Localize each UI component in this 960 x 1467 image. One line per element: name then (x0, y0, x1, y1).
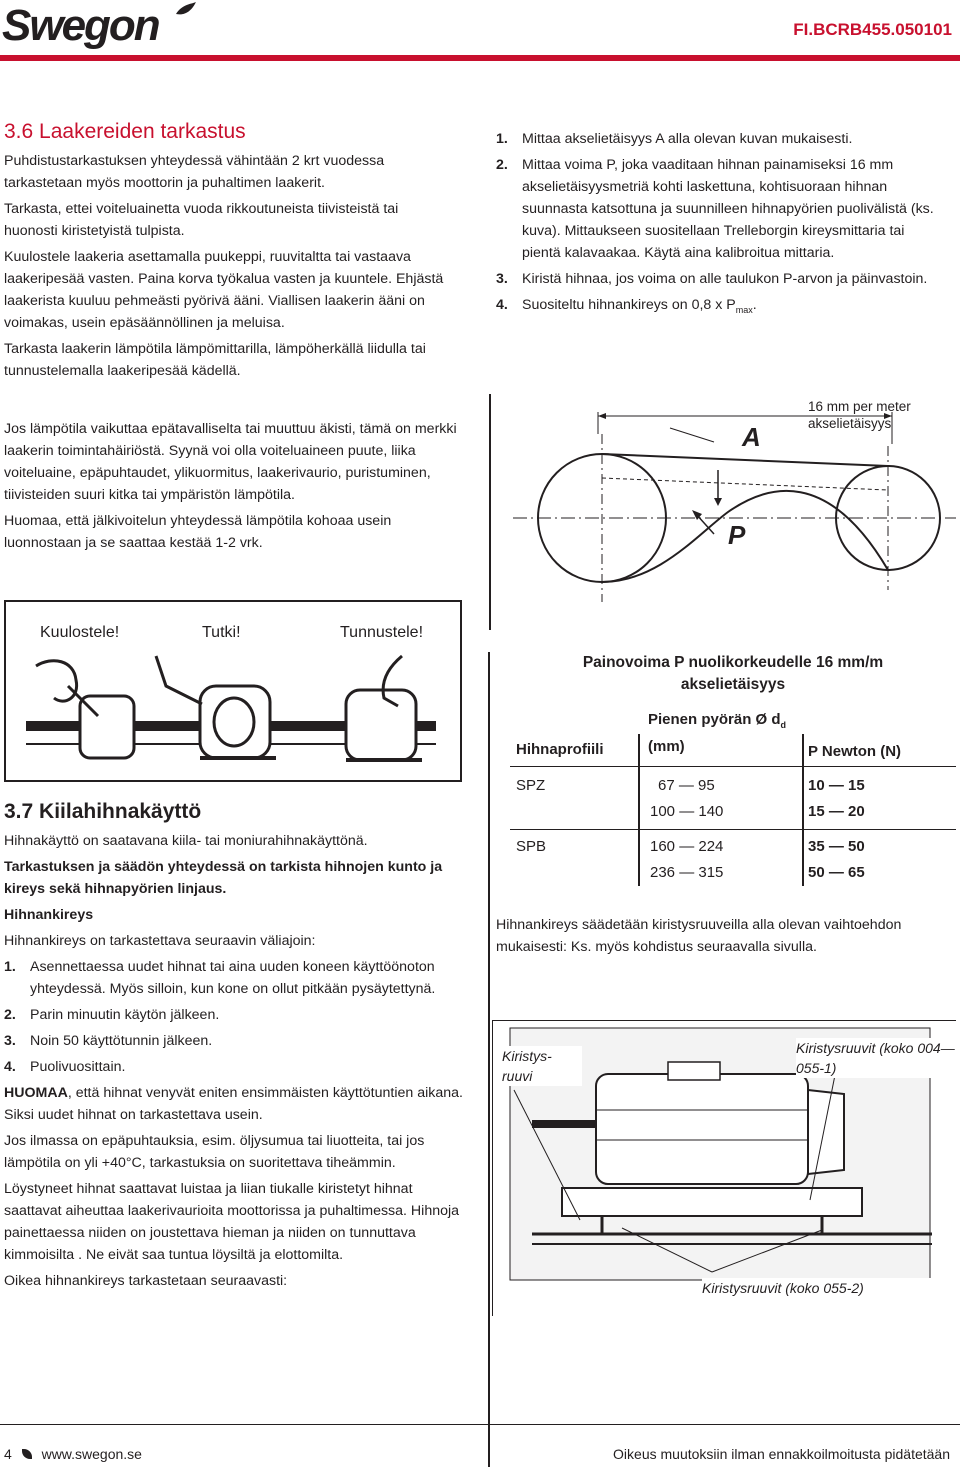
label-a: A (742, 422, 761, 452)
table-header (510, 708, 956, 767)
diagram-note: 16 mm per meter akselietäisyys (808, 399, 911, 431)
warning-text (4, 418, 464, 556)
belt-tension-diagram (488, 394, 958, 630)
list-item: 1. Asennettaessa uudet hihnat tai aina uuden koneen käyttöönoton yhteydessä. Myös silloin, kun kone on ollut pitkään pysäytettynä. (4, 959, 436, 997)
paragraph: Puhdistustarkastuksen yhteydessä vähintään 2 krt vuodessa tarkastetaan myös moottorin ja puhaltimen laakerit. (4, 153, 385, 191)
caption-feel: Tunnustele! (340, 624, 424, 641)
footer-rule (0, 1424, 960, 1425)
measure-steps (496, 128, 936, 325)
table-row: 100 — 140 15 — 20 (510, 803, 956, 830)
section-3-6-body (4, 150, 454, 384)
list-item: 2. Mittaa voima P, joka vaaditaan hihnan painamiseksi 16 mm akselietäisyysmetriä kohti laskettuna, kohtisuoraan hihnan suunnasta katsottuna ja suunnilleen hihnapyörien puolivälistä (ks. kuva). Mittaukseen suositellaan Trelleborgin kireysmittaria tai pientä kalavaakaa. Käytä aina kalibroitua mittaria. (496, 157, 934, 261)
list-item: 3. Noin 50 käyttötunnin jälkeen. (4, 1033, 213, 1049)
paragraph: Kuulostele laakeria asettamalla puukeppi, ruuvitaltta tai vastaava laakeripesää vasten. Paina korva työkalua vasten ja kuuntele. Ehjästä laakerista kuuluu pehmeästi pyörivä ääni. Viallisen laakerin ääni on voimakas, usein epäsäännöllinen ja meluisa. (4, 249, 444, 331)
section-3-7-title: 3.7 Kiilahihnakäyttö (4, 800, 202, 823)
table-header-cell: Pienen pyörän Ø $d_d$ (mm) (648, 711, 787, 755)
table-row: 236 — 315 50 — 65 (650, 864, 865, 881)
force-table (510, 652, 956, 890)
swegon-logo (0, 0, 200, 52)
table-header-cell: Hihnaprofiili (516, 741, 604, 758)
list-item: 4. Puolivuosittain. (4, 1059, 126, 1075)
document-id: FI.BCRB455.050101 (793, 20, 952, 39)
list-item: 1. Mittaa akselietäisyys A alla olevan kuvan mukaisesti. (496, 131, 853, 147)
note-paragraph: HUOMAA, että hihnat venyvät eniten ensimmäisten käyttötuntien aikana. Siksi uudet hihnat on tarkastettava usein. (4, 1085, 463, 1123)
adjust-text: Hihnankireys säädetään kiristysruuveilla alla olevan vaihtoehdon mukaisesti: Ks. myös kohdistus seuraavalla sivulla. (496, 917, 902, 955)
label-p: P (728, 520, 746, 550)
logo-text: Swegon (2, 1, 159, 50)
paragraph: Hihnankireys on tarkastettava seuraavin väliajoin: (4, 933, 316, 949)
paragraph: Tarkasta laakerin lämpötila lämpömittarilla, lämpöherkällä liidulla tai tunnustelemalla laakeripesää kädellä. (4, 341, 426, 379)
list-item: 2. Parin minuutin käytön jälkeen. (4, 1007, 220, 1023)
subheading: Hihnankireys (4, 907, 94, 923)
column-divider (488, 652, 490, 1467)
leaf-icon (22, 1449, 32, 1459)
table-title: Painovoima P nuolikorkeudelle 16 mm/m akselietäisyys (582, 654, 884, 693)
paragraph-bold: Tarkastuksen ja säädön yhteydessä on tarkista hihnojen kunto ja kireys sekä hihnapyörien linjaus. (4, 859, 443, 897)
section-3-6-title: 3.6 Laakereiden tarkastus (4, 120, 246, 143)
page-number: 4 (4, 1446, 12, 1462)
paragraph: Jos ilmassa on epäpuhtauksia, esim. öljysumua tai liuotteita, tai jos lämpötila on yli +40°C, tarkastuksia on suoritettava tiheämmin. (4, 1133, 425, 1171)
table-row: SPB 160 — 224 35 — 50 (516, 838, 865, 855)
paragraph: Tarkasta, ettei voiteluainetta vuoda rikkoutuneista tiivisteistä tai huonosti kiristetyistä tulpista. (4, 201, 399, 239)
tension-screw-diagram (492, 1020, 956, 1316)
table-header-cell: P Newton (N) (808, 743, 902, 760)
footer-disclaimer: Oikeus muutoksiin ilman ennakkoilmoitusta pidätetään (613, 1446, 950, 1462)
section-3-7-body (4, 830, 466, 1294)
caption-inspect: Tutki! (202, 624, 241, 641)
table-body (510, 777, 956, 890)
paragraph: Löystyneet hihnat saattavat luistaa ja liian tiukalle kiristetyt hihnat saattavat aiheuttaa laakerivaurioita moottorissa ja puhaltimessa. Hihnoja painettaessa niiden on joustettava hieman ja niiden on tunnuttava kimmoisilta . Ne eivät saa tuntua löysiltä ja elottomilta. (4, 1181, 460, 1263)
website-link[interactable]: www.swegon.se (41, 1446, 142, 1462)
paragraph: Jos lämpötila vaikuttaa epätavalliselta tai muuttuu äkisti, tämä on merkki laakerin toimintahäiriöstä. Syynä voi olla voiteluaineen puute, liika voiteluaine, epäpuhtaudet, ylikuormitus, laakerivaurio, puristuminen, tiivisteiden suuri kitka tai ympäristön lämpötila. (4, 421, 457, 503)
interval-list (4, 956, 466, 1078)
paragraph: Hihnakäyttö on saatavana kiila- tai moniurahihnakäyttönä. (4, 833, 368, 849)
label-tension-screws-large: Kiristysruuvit (koko 055-2) (702, 1278, 942, 1298)
label-tension-screw: Kiristys-ruuvi (502, 1046, 582, 1086)
caption-listen: Kuulostele! (40, 624, 120, 641)
header-rule (0, 55, 960, 61)
table-row: SPZ 67 — 95 10 — 15 (516, 777, 865, 794)
bearing-check-illustration (4, 600, 462, 782)
list-item: 3. Kiristä hihnaa, jos voima on alle taulukon P-arvon ja päinvastoin. (496, 271, 928, 287)
footer-left (4, 1446, 142, 1462)
paragraph: Oikea hihnankireys tarkastetaan seuraavasti: (4, 1273, 288, 1289)
paragraph: Huomaa, että jälkivoitelun yhteydessä lämpötila kohoaa usein luonnostaan ja se saattaa kestää 1-2 vrk. (4, 513, 392, 551)
list-item: 4. Suositeltu hihnankireys on 0,8 x $P_{max}$. (496, 297, 757, 315)
label-tension-screws-small: Kiristysruuvit (koko 004—055-1) (796, 1040, 955, 1076)
